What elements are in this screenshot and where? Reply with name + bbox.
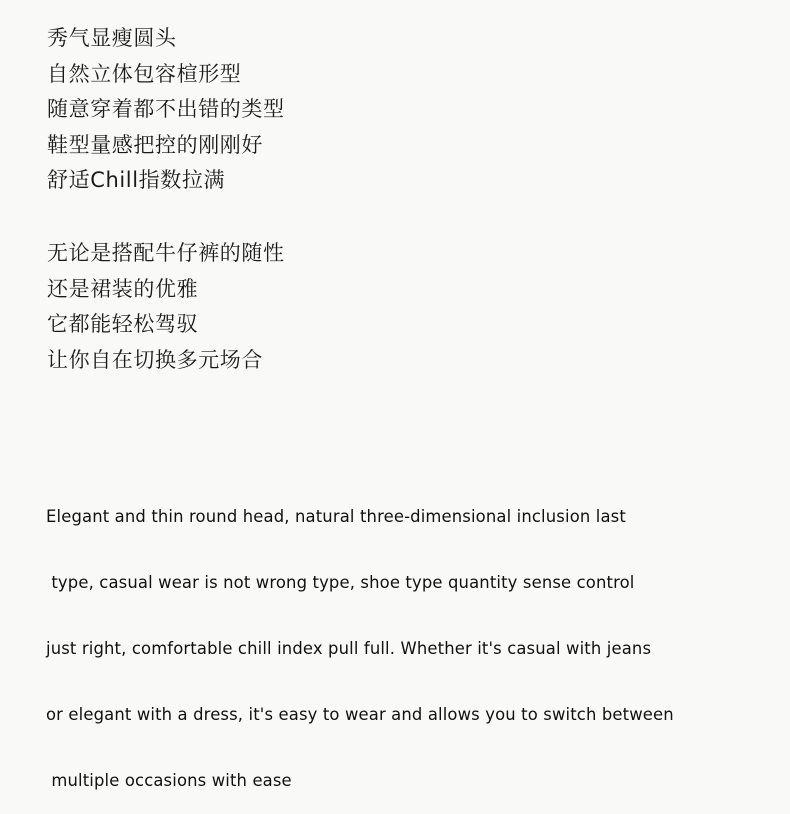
text-line: 随意穿着都不出错的类型 [47,97,285,121]
text-line: 鞋型量感把控的刚刚好 [47,132,263,157]
english-paragraph [46,462,674,814]
text-line: type, casual wear is not wrong type, shoe type quantity sense control [46,573,635,592]
text-line: 它都能轻松驾驭 [47,312,199,336]
text-line: 自然立体包容楦形型 [47,61,242,86]
text-line: 无论是搭配牛仔裤的随性 [47,241,285,265]
text-line: or elegant with a dress, it's easy to wear and allows you to switch between [46,705,674,724]
text-line: 还是裙装的优雅 [47,276,199,301]
text-line: just right, comfortable chill index pull full. Whether it's casual with jeans [46,639,652,658]
chinese-paragraph-2 [47,236,285,378]
text-line: Elegant and thin round head, natural three-dimensional inclusion last [46,507,626,526]
text-line: 让你自在切换多元场合 [47,347,263,372]
text-line: 秀气显瘦圆头 [47,26,177,50]
text-line: 舒适Chill指数拉满 [47,168,226,192]
chinese-paragraph-1 [47,21,285,199]
text-line: multiple occasions with ease [46,771,292,790]
